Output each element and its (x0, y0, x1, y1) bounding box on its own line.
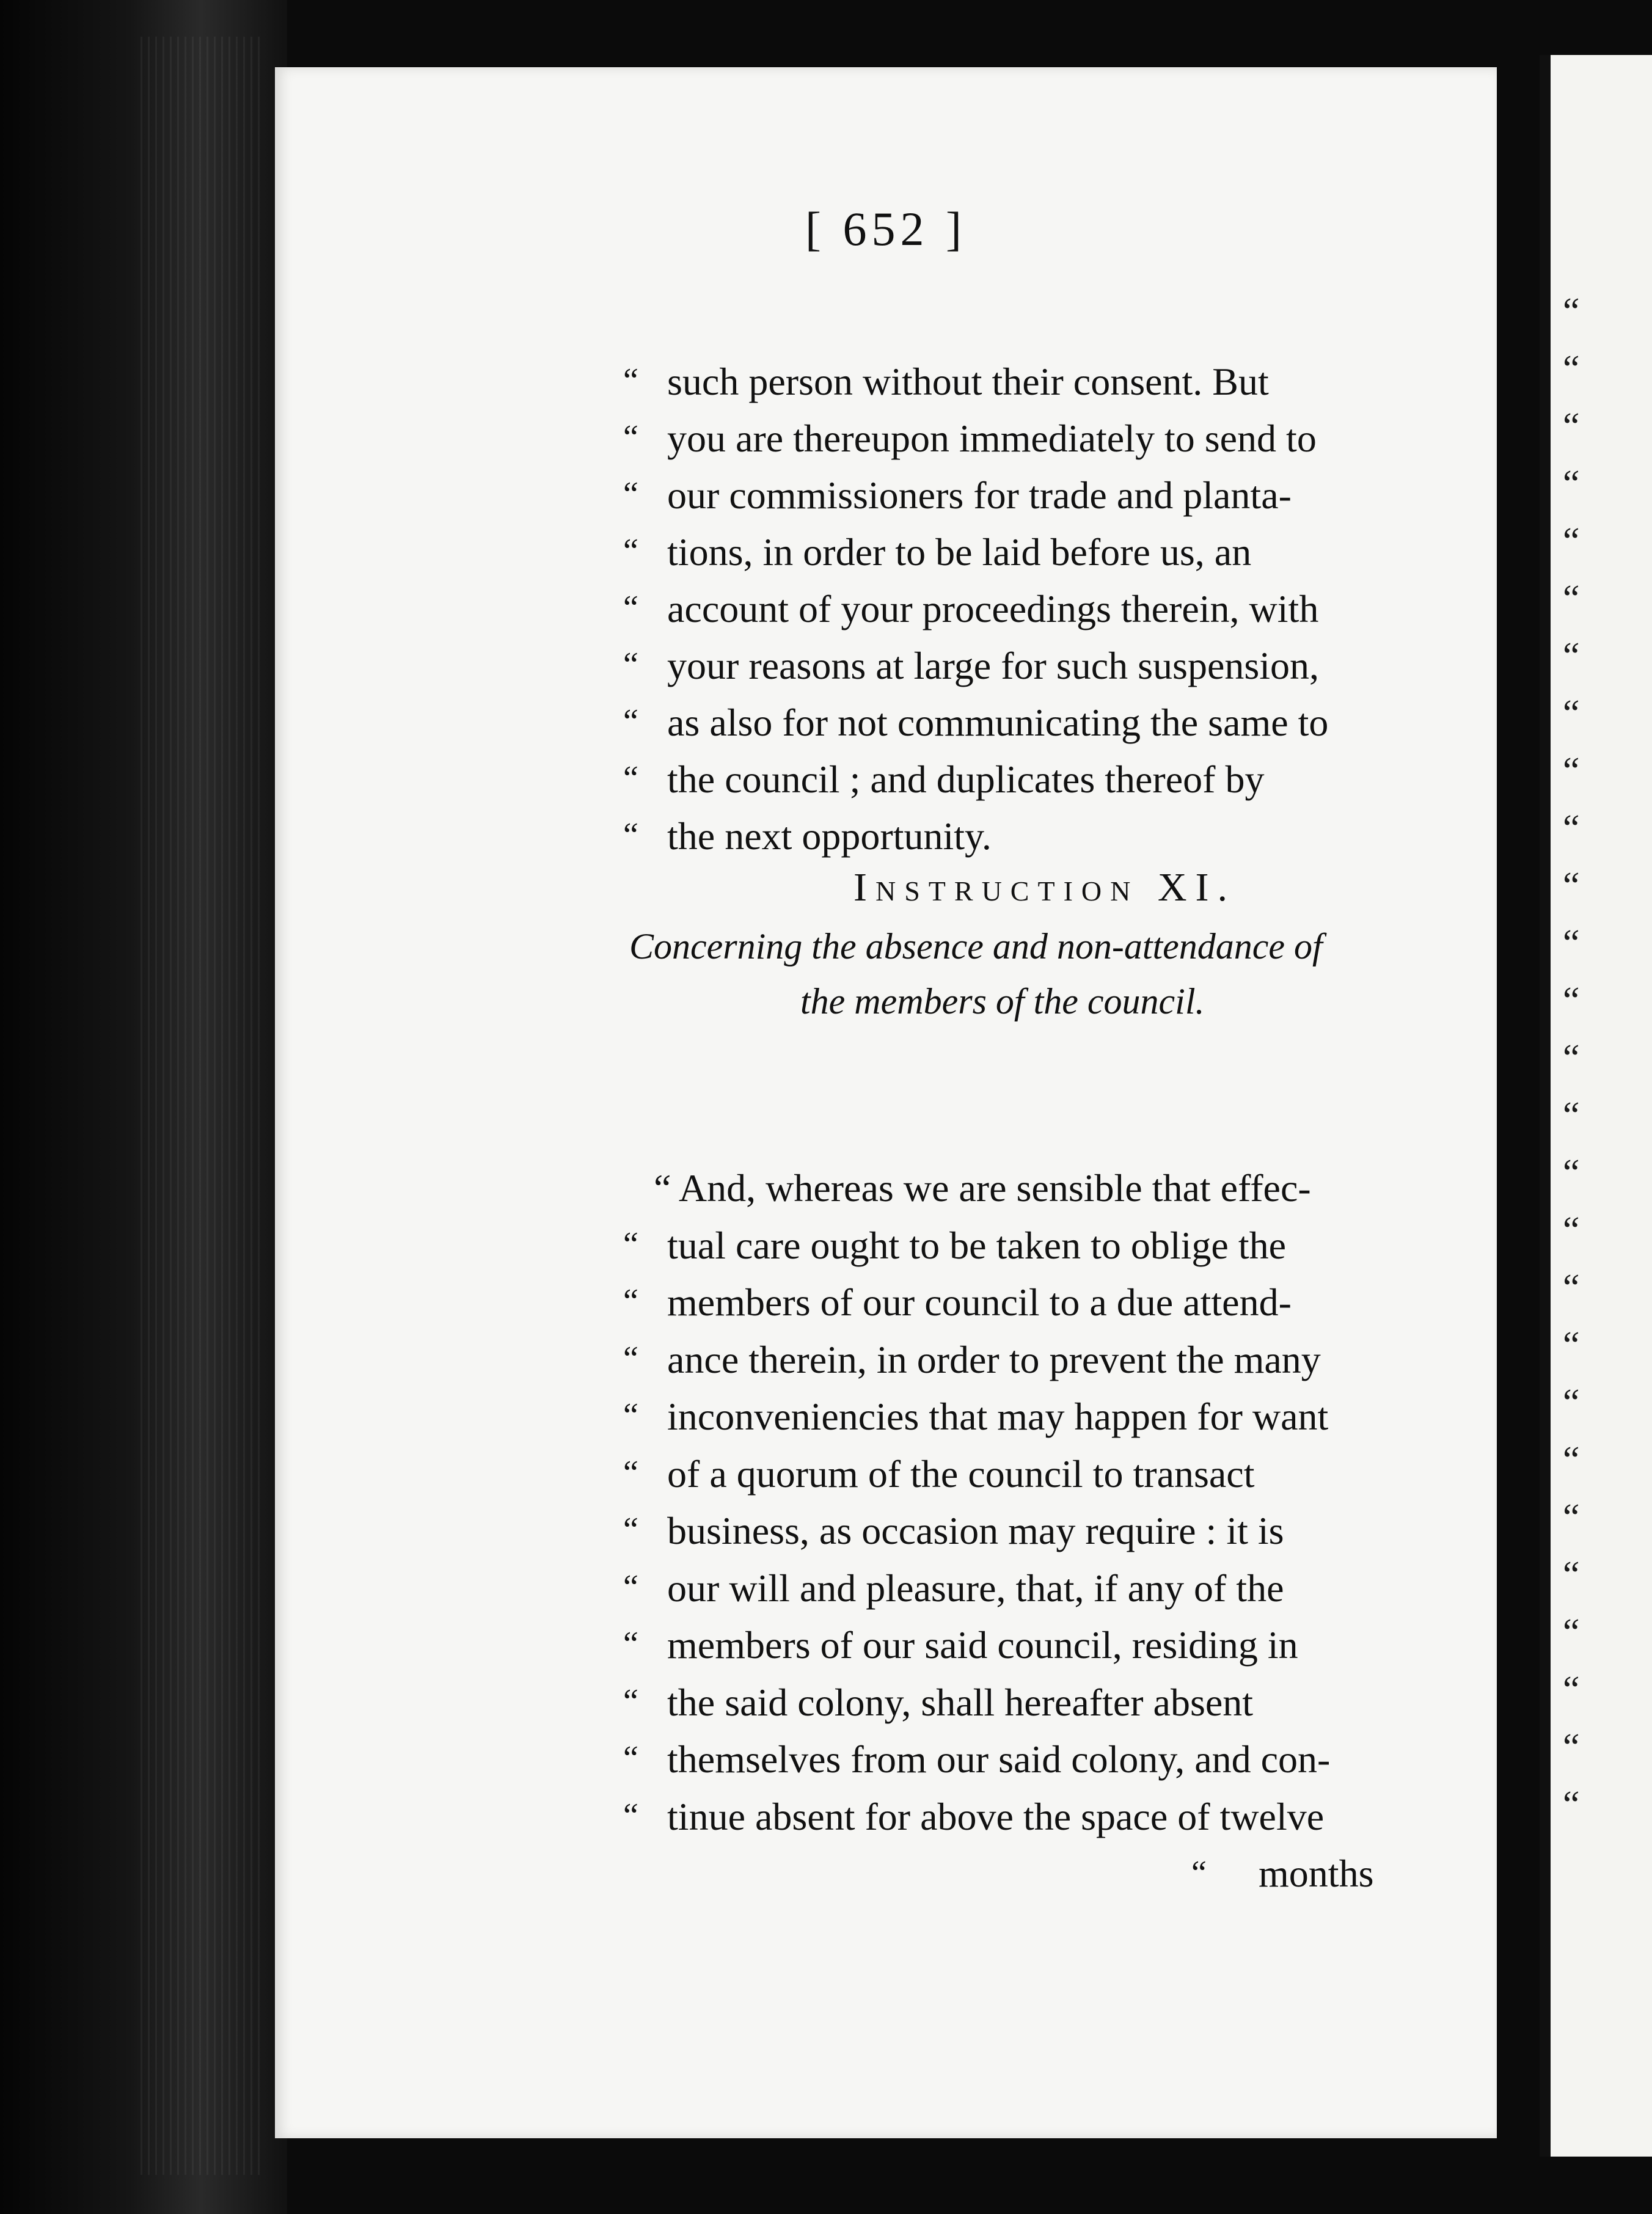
para2-line (623, 1392, 1652, 1447)
facing-page-quote-mark: “ (1563, 291, 1580, 332)
facing-page-quote-mark: “ (1563, 348, 1580, 390)
facing-page-quote-mark: “ (1563, 1267, 1580, 1309)
quote-mark: “ (623, 1453, 638, 1492)
quote-mark: “ (623, 1397, 638, 1434)
text-line: the next opportunity. (667, 814, 992, 858)
facing-page-quote-mark: “ (1563, 1784, 1580, 1825)
facing-page-quote-mark: “ (1563, 521, 1580, 562)
text-line: “ And, whereas we are sensible that effec- (654, 1166, 1311, 1210)
facing-page-quote-mark: “ (1563, 693, 1580, 734)
para1-line (623, 698, 1652, 753)
para2-line (623, 1335, 1652, 1390)
facing-page-quote-mark: “ (1563, 980, 1580, 1021)
text-line: business, as occasion may require : it is (667, 1509, 1284, 1552)
book-page (275, 67, 1497, 2138)
quote-mark: “ (623, 816, 638, 854)
para2-line (623, 1621, 1652, 1676)
para2-line (623, 1164, 1652, 1219)
para1-line (623, 414, 1652, 469)
text-line: tinue absent for above the space of twelve (667, 1794, 1325, 1838)
para2-line (623, 1678, 1652, 1733)
para2-line (623, 1564, 1652, 1619)
facing-page-quote-mark: “ (1563, 463, 1580, 505)
facing-page-quote-mark: “ (1563, 1726, 1580, 1768)
facing-page-quote-mark: “ (1563, 1497, 1580, 1538)
text-line: tual care ought to be taken to oblige the (667, 1223, 1286, 1267)
quote-mark: “ (623, 475, 638, 513)
text-line: ance therein, in order to prevent the many (667, 1337, 1321, 1381)
catchword-quote-mark: “ (1191, 1854, 1207, 1892)
facing-page-quote-mark: “ (1563, 578, 1580, 619)
facing-page-quote-mark: “ (1563, 1152, 1580, 1194)
para2-line (623, 1507, 1652, 1562)
quote-mark: “ (623, 1568, 638, 1606)
text-line: such person without their consent. But (667, 360, 1269, 403)
quote-mark: “ (623, 1339, 638, 1378)
facing-page-quote-mark: “ (1563, 1669, 1580, 1711)
quote-mark: “ (623, 703, 638, 740)
text-line: inconveniencies that may happen for want (667, 1395, 1329, 1438)
para2-line (623, 1221, 1652, 1276)
text-line: members of our said council, residing in (667, 1623, 1298, 1667)
text-line: of a quorum of the council to transact (667, 1452, 1255, 1496)
book-spine (0, 0, 287, 2214)
facing-page-quote-mark: “ (1563, 808, 1580, 849)
para2-line (623, 1450, 1652, 1505)
quote-mark: “ (623, 1225, 638, 1263)
text-line: your reasons at large for such suspension, (667, 644, 1320, 687)
text-line: account of your proceedings therein, with (667, 587, 1319, 630)
para2-line (623, 1278, 1652, 1333)
para1-line (623, 357, 1652, 412)
text-line: you are thereupon immediately to send to (667, 417, 1317, 460)
facing-page-quote-mark: “ (1563, 750, 1580, 792)
text-line: tions, in order to be laid before us, an (667, 530, 1252, 574)
page-number: [ 652 ] (805, 202, 967, 255)
facing-page-quote-mark: “ (1563, 922, 1580, 964)
catchword: months (1259, 1852, 1374, 1895)
text-line: themselves from our said colony, and con- (667, 1737, 1331, 1781)
quote-mark: “ (623, 589, 638, 627)
para1-line (623, 755, 1652, 810)
facing-page-quote-mark: “ (1563, 1210, 1580, 1251)
instruction-subtitle-line-2: the members of the council. (800, 981, 1205, 1021)
facing-page-quote-mark: “ (1563, 865, 1580, 907)
facing-page-quote-mark: “ (1563, 1382, 1580, 1423)
text-line: the council ; and duplicates thereof by (667, 758, 1265, 801)
facing-page-quote-mark: “ (1563, 1439, 1580, 1481)
facing-page-quote-mark: “ (1563, 1324, 1580, 1366)
quote-mark: “ (623, 1511, 638, 1549)
instruction-heading: Instruction XI. (853, 865, 1236, 910)
quote-mark: “ (623, 1796, 638, 1835)
facing-page-quote-mark: “ (1563, 406, 1580, 447)
para1-line (623, 641, 1652, 696)
page-text (275, 67, 1497, 2138)
para1-line (623, 585, 1652, 640)
quote-mark: “ (623, 1282, 638, 1320)
text-line: the said colony, shall hereafter absent (667, 1680, 1254, 1724)
quote-mark: “ (623, 1625, 638, 1663)
quote-mark: “ (623, 362, 638, 400)
para2-line (623, 1792, 1652, 1847)
facing-page-quote-mark: “ (1563, 1095, 1580, 1136)
quote-mark: “ (623, 532, 638, 570)
quote-mark: “ (623, 1682, 638, 1720)
text-line: as also for not communicating the same to (667, 701, 1329, 744)
facing-page-quote-mark: “ (1563, 635, 1580, 677)
instruction-subtitle-line-1: Concerning the absence and non-attendance of (629, 926, 1323, 966)
para1-line (623, 471, 1652, 526)
quote-mark: “ (623, 646, 638, 684)
para1-line (623, 812, 1652, 867)
quote-mark: “ (623, 1739, 638, 1777)
facing-page-quote-mark: “ (1563, 1612, 1580, 1653)
facing-page-quote-mark: “ (1563, 1037, 1580, 1079)
quote-mark: “ (623, 418, 638, 456)
text-line: our commissioners for trade and planta- (667, 473, 1292, 517)
para2-line (623, 1735, 1652, 1790)
quote-mark: “ (623, 759, 638, 797)
text-line: our will and pleasure, that, if any of the (667, 1566, 1284, 1610)
text-line: members of our council to a due attend- (667, 1281, 1292, 1324)
para1-line (623, 528, 1652, 583)
facing-page-quote-mark: “ (1563, 1554, 1580, 1596)
